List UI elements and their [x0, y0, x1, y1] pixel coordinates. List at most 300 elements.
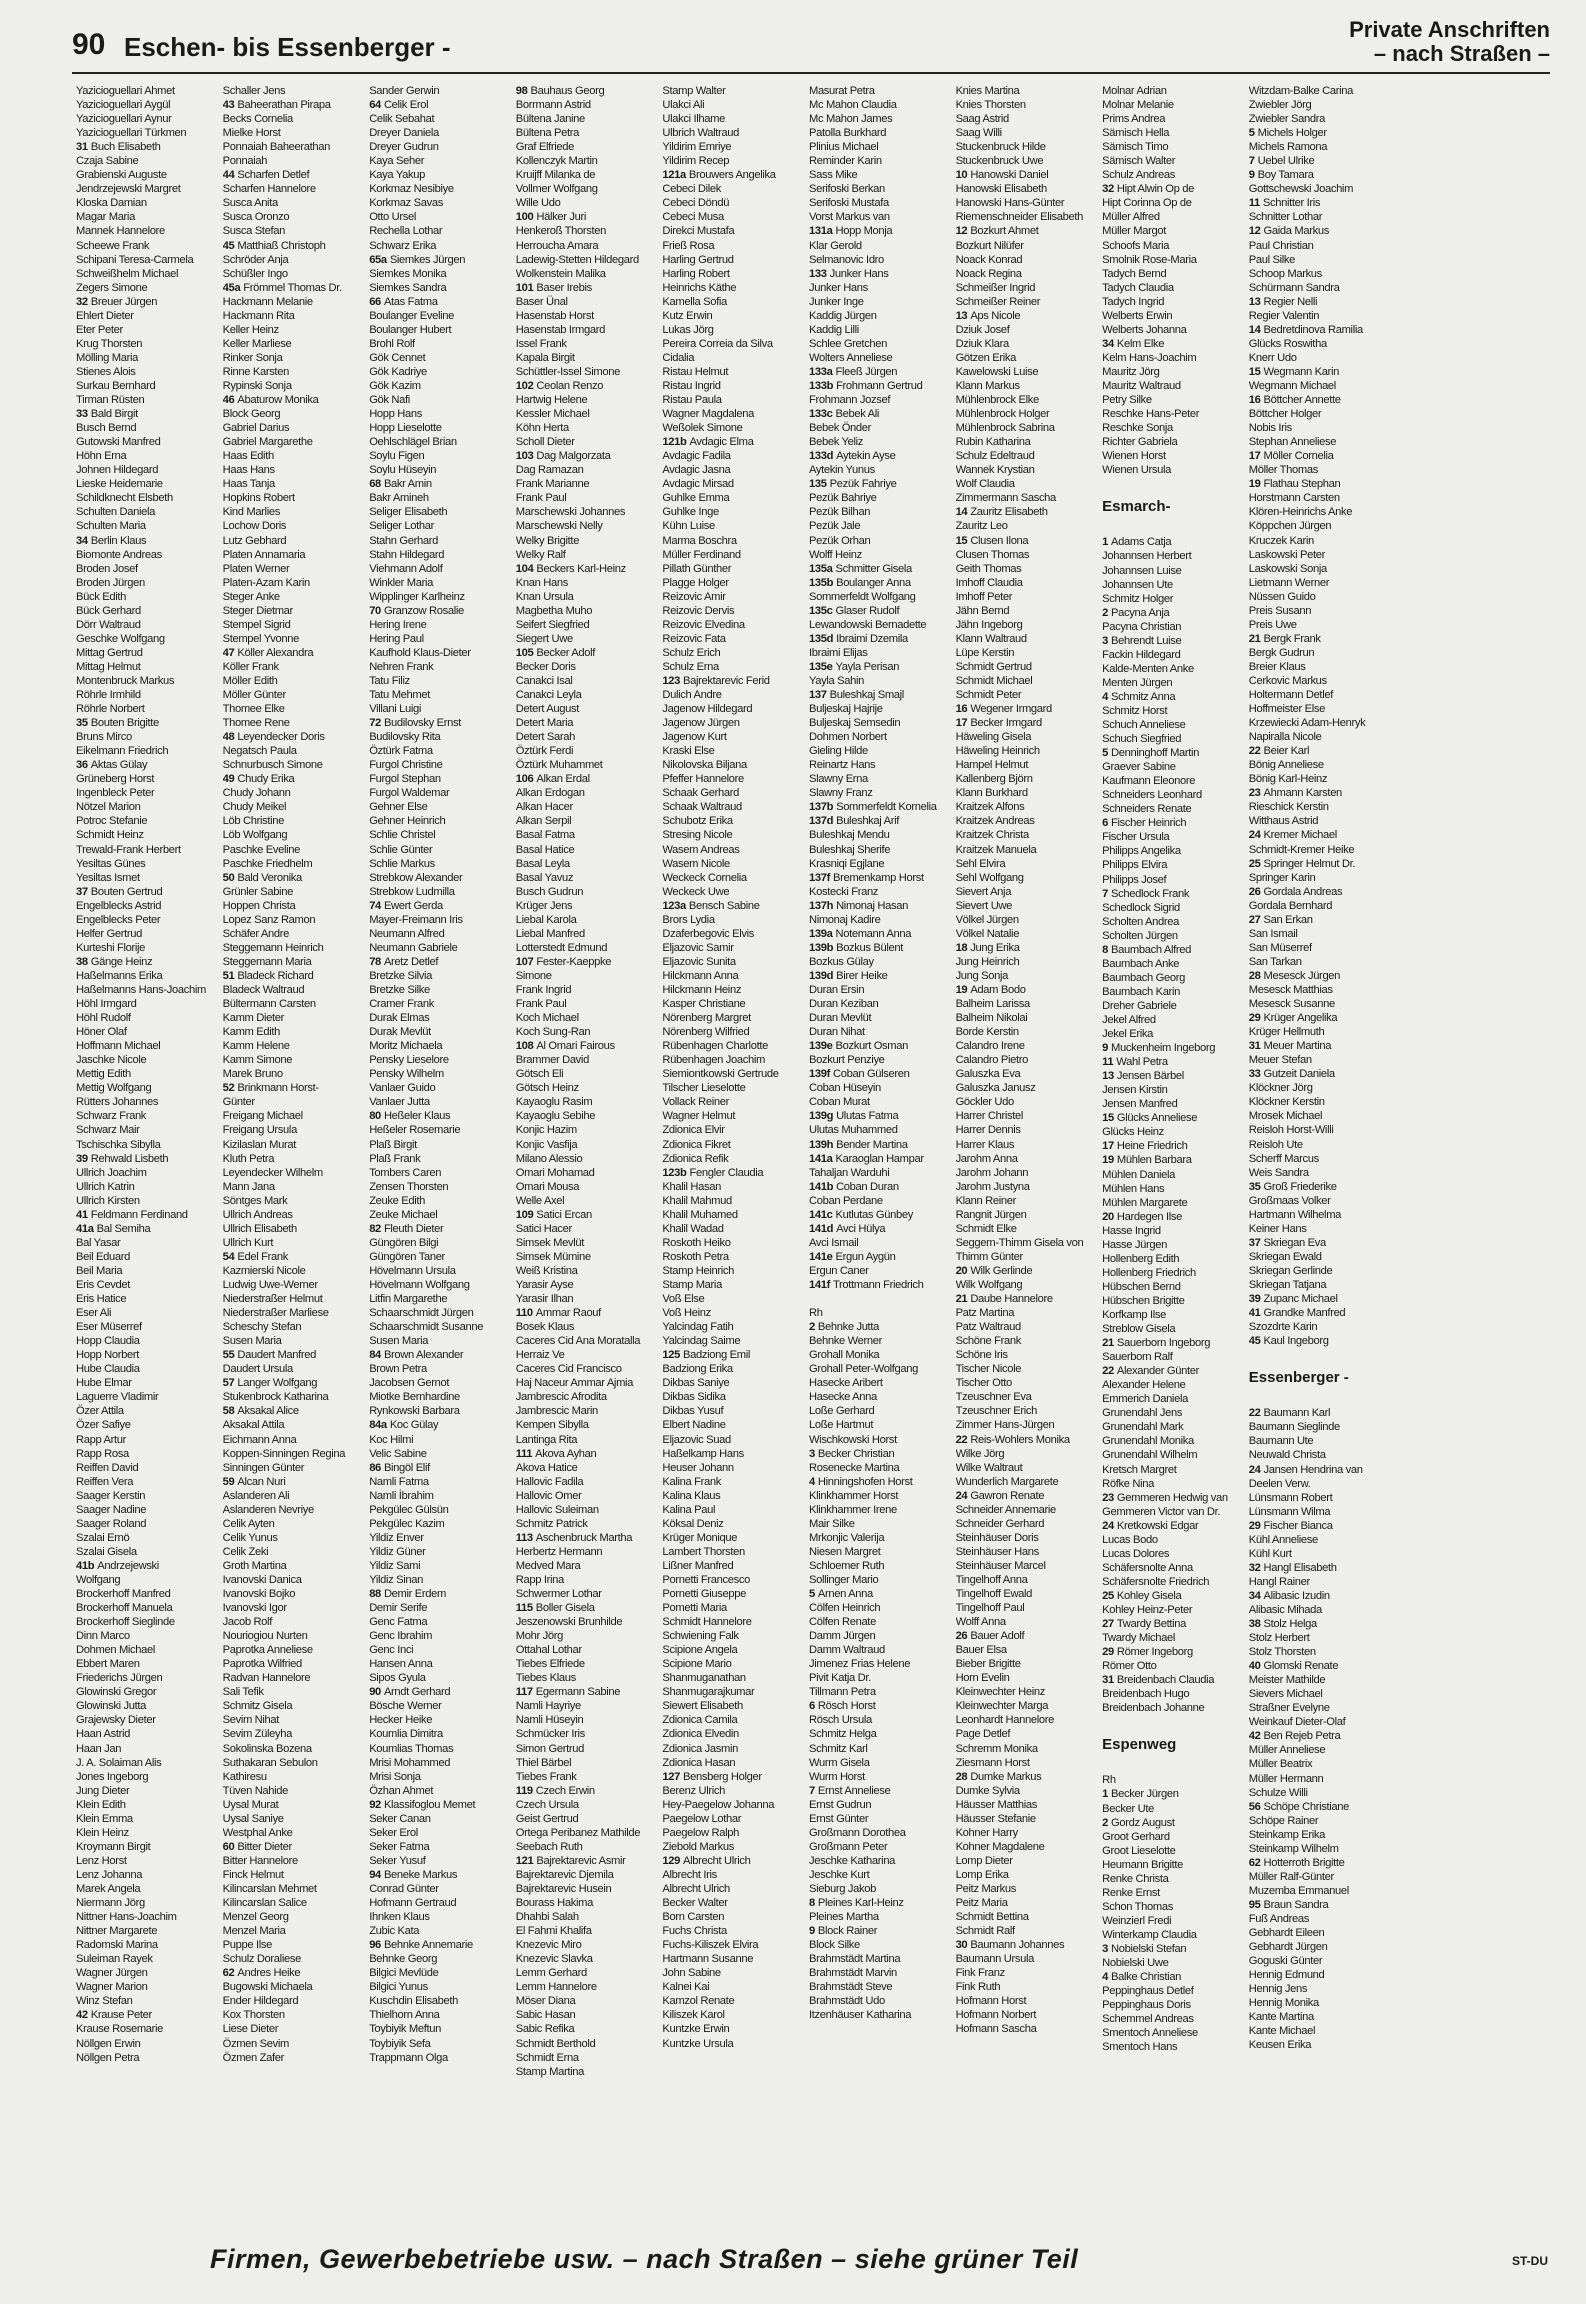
listing-entry: Kox Thorsten: [222, 2009, 285, 2022]
listing-entry: Plaß Birgit: [369, 1138, 417, 1151]
house-number: 20: [955, 1264, 968, 1277]
listing-entry: Ihnken Klaus: [369, 1911, 430, 1924]
listing-entry: Lenz Johanna: [76, 1868, 143, 1881]
house-number: 17: [955, 717, 968, 730]
listing-entry: Wolkenstein Malika: [515, 267, 606, 280]
listing-column: [369, 84, 516, 2234]
listing-entry: Hofmann Horst: [955, 1995, 1027, 2008]
listing-entry: Zensen Thorsten: [369, 1180, 449, 1193]
house-number: 35: [1248, 1180, 1261, 1193]
listing-entry: Kilincarslan Mehmet: [222, 1883, 317, 1895]
listing-entry: Serifoski Mustafa: [808, 197, 889, 210]
listing-entry: Großmaas Volker: [1248, 1194, 1331, 1207]
listing-entry: 133 Junker Hans: [808, 267, 889, 280]
listing-entry: 65a Siemkes Jürgen: [369, 253, 466, 266]
house-number: 34: [76, 534, 88, 547]
listing-entry: Zdionica Fikret: [662, 1138, 731, 1151]
listing-entry: Höhn Erna: [76, 450, 127, 463]
listing-entry: Dikbas Saniye: [662, 1377, 730, 1390]
listing-entry: Johannsen Ute: [1102, 578, 1173, 591]
listing-entry: Sievert Uwe: [955, 899, 1013, 912]
listing-entry: 121a Brouwers Angelika: [662, 169, 776, 182]
listing-entry: Paschke Friedhelm: [222, 857, 313, 870]
listing-entry: 141a Karaoglan Hampar: [808, 1152, 924, 1165]
listing-entry: Grüneberg Horst: [76, 773, 155, 786]
listing-entry: Mrosek Michael: [1248, 1110, 1323, 1123]
house-number: 21: [955, 1293, 968, 1306]
listing-entry: Öztürk Fatma: [369, 745, 433, 758]
listing-entry: Kayaoglu Rasim: [515, 1096, 593, 1109]
listing-entry: Haßelmanns Hans-Joachim: [76, 984, 206, 996]
listing-entry: Klein Emma: [76, 1812, 133, 1825]
listing-entry: 48 Leyendecker Doris: [222, 731, 325, 744]
listing-entry: Brahmstädt Steve: [808, 1981, 893, 1994]
listing-entry: Yildirim Emriye: [662, 141, 732, 154]
listing-entry: Jung Dieter: [76, 1784, 130, 1797]
listing-entry: Nöllgen Petra: [76, 2051, 140, 2064]
listing-entry: Brockerhoff Manuela: [76, 1602, 173, 1615]
listing-entry: Duran Keziban: [808, 998, 879, 1011]
listing-entry: Lotterstedt Edmund: [515, 941, 608, 954]
listing-entry: Mettig Edith: [76, 1068, 131, 1081]
listing-entry: Buljeskaj Semsedin: [808, 717, 901, 730]
listing-entry: Smentoch Hans: [1102, 2041, 1178, 2054]
listing-entry: Kleinwechter Marga: [955, 1700, 1049, 1713]
listing-entry: Preis Susann: [1248, 604, 1312, 617]
listing-entry: Zdionica Elvedin: [662, 1728, 739, 1741]
listing-entry: Bebek Yeliz: [808, 436, 863, 449]
house-number: 135c: [808, 604, 833, 617]
listing-entry: Smolnik Rose-Maria: [1102, 253, 1197, 266]
listing-entry: 141c Kutlutas Günbey: [808, 1208, 913, 1221]
house-number: 137d: [808, 815, 834, 828]
listing-entry: Hangl Rainer: [1248, 1575, 1310, 1588]
listing-entry: Yazicioguellari Aygül: [76, 99, 171, 112]
listing-entry: Marma Boschra: [662, 534, 737, 547]
listing-entry: Wasem Andreas: [662, 843, 740, 856]
listing-entry: Renke Christa: [1102, 1872, 1169, 1885]
listing-entry: Stahn Gerhard: [369, 534, 439, 547]
listing-entry: 35 Bouten Brigitte: [76, 717, 159, 730]
listing-entry: Magar Maria: [76, 211, 135, 224]
listing-entry: Molnar Melanie: [1102, 99, 1174, 112]
listing-entry: Großmann Peter: [808, 1840, 888, 1853]
house-number: 102: [515, 379, 534, 392]
listing-entry: Suthakaran Sebulon: [222, 1756, 318, 1769]
listing-entry: Koumlias Thomas: [369, 1742, 454, 1755]
house-number: 43: [222, 99, 235, 112]
listing-entry: Stienes Alois: [76, 365, 136, 378]
listing-entry: Genc Inci: [369, 1644, 414, 1657]
listing-entry: Eris Hatice: [76, 1293, 127, 1306]
listing-entry: Grunendahl Jens: [1102, 1407, 1183, 1420]
listing-entry: Wolters Anneliese: [808, 351, 893, 364]
listing-entry: Jensen Kirstin: [1102, 1084, 1168, 1097]
listing-entry: Page Detlef: [955, 1728, 1011, 1741]
listing-entry: Wolfgang: [76, 1573, 121, 1586]
listing-entry: Mesesck Matthias: [1248, 984, 1333, 996]
listing-entry: Seker Canan: [369, 1812, 431, 1825]
listing-entry: Caceres Cid Ana Moratalla: [515, 1335, 641, 1348]
listing-entry: Guhlke Emma: [662, 492, 730, 505]
listing-entry: Bönig Karl-Heinz: [1248, 773, 1328, 786]
listing-entry: Heßeler Rosemarie: [369, 1124, 461, 1137]
listing-entry: Uysal Saniye: [222, 1812, 284, 1825]
listing-entry: Gieling Hilde: [808, 745, 868, 758]
house-number: 78: [369, 955, 381, 968]
listing-entry: San Müserref: [1248, 941, 1312, 954]
listing-entry: Wipplinger Karlheinz: [369, 590, 465, 603]
listing-entry: Fuchs Christa: [662, 1925, 727, 1938]
house-number: 19: [1102, 1154, 1114, 1167]
listing-entry: Bück Gerhard: [76, 604, 141, 617]
listing-entry: Krause Rosemarie: [76, 2023, 164, 2036]
listing-entry: Trewald-Frank Herbert: [76, 843, 181, 856]
listing-entry: Hallovic Suleiman: [515, 1503, 599, 1516]
house-number: 133c: [808, 408, 833, 421]
house-number: 13: [1248, 295, 1261, 308]
house-number: 133a: [808, 365, 833, 378]
listing-entry: Sabic Refika: [515, 2023, 575, 2036]
listing-entry: Johannsen Luise: [1102, 564, 1182, 577]
listing-entry: Coban Perdane: [808, 1194, 883, 1207]
listing-entry: Patolla Burkhard: [808, 127, 887, 140]
listing-entry: Slawny Franz: [808, 787, 873, 800]
listing-entry: 26 Gordala Andreas: [1248, 885, 1343, 898]
listing-entry: Fink Franz: [955, 1967, 1005, 1980]
listing-entry: Hey-Paegelow Johanna: [662, 1798, 775, 1811]
house-number: 139a: [808, 927, 833, 940]
listing-entry: Harling Gertrud: [662, 253, 734, 266]
listing-entry: Hövelmann Ursula: [369, 1264, 456, 1277]
listing-entry: Preis Uwe: [1248, 618, 1297, 631]
listing-entry: 127 Bensberg Holger: [662, 1770, 762, 1783]
listing-entry: Schöne Frank: [955, 1335, 1022, 1348]
listing-entry: Höhl Irmgard: [76, 998, 137, 1011]
listing-entry: Celik Sebahat: [369, 113, 435, 126]
listing-entry: Eichmann Anna: [222, 1433, 297, 1446]
listing-entry: Paegelow Ralph: [662, 1826, 739, 1839]
listing-entry: 54 Edel Frank: [222, 1250, 288, 1263]
listing-entry: 15 Clusen Ilona: [955, 534, 1029, 547]
listing-entry: Hopp Lieselotte: [369, 422, 442, 435]
house-number: 34: [1248, 1589, 1261, 1602]
listing-entry: Völkel Natalie: [955, 927, 1020, 940]
listing-entry: Yazicioguellari Ahmet: [76, 85, 175, 97]
listing-entry: 39 Zupanc Michael: [1248, 1293, 1338, 1306]
listing-entry: 46 Abaturow Monika: [222, 394, 319, 407]
house-number: 4: [1102, 690, 1109, 703]
house-number: 58: [222, 1405, 235, 1418]
listing-entry: Stresing Nicole: [662, 829, 733, 842]
listing-entry: Tahaljan Warduhi: [808, 1166, 890, 1179]
listing-entry: Klein Edith: [76, 1798, 126, 1811]
listing-entry: Nittner Hans-Joachim: [76, 1911, 177, 1924]
listing-entry: Chudy Meikel: [222, 801, 287, 814]
listing-entry: Bergk Gudrun: [1248, 646, 1315, 659]
listing-entry: Klören-Heinrichs Anke: [1248, 506, 1353, 519]
house-number: 13: [955, 309, 968, 322]
listing-entry: 105 Becker Adolf: [515, 646, 596, 659]
listing-entry: Mühlenbrock Holger: [955, 408, 1050, 421]
listing-entry: [1102, 521, 1249, 535]
listing-entry: Negatsch Paula: [222, 745, 297, 758]
listing-entry: Nikolovska Biljana: [662, 759, 747, 772]
listing-entry: 64 Celik Erol: [369, 99, 429, 112]
listing-entry: Stempel Sigrid: [222, 618, 291, 631]
listing-entry: Mauritz Waltraud: [1102, 379, 1181, 392]
listing-entry: Wolff Anna: [955, 1616, 1006, 1629]
listing-entry: 26 Bauer Adolf: [955, 1630, 1025, 1643]
listing-entry: Ristau Ingrid: [662, 379, 721, 392]
listing-entry: Nittner Margarete: [76, 1925, 158, 1938]
listing-entry: Bozkurt Penziye: [808, 1054, 885, 1067]
listing-entry: 55 Daudert Manfred: [222, 1349, 317, 1362]
listing-entry: Herbertz Hermann: [515, 1545, 603, 1558]
listing-entry: 45 Matthiaß Christoph: [222, 239, 326, 252]
listing-entry: Özer Safiye: [76, 1419, 131, 1432]
listing-entry: 82 Fleuth Dieter: [369, 1222, 444, 1235]
listing-entry: Brockerhoff Sieglinde: [76, 1616, 175, 1629]
listing-entry: 108 Al Omari Fairous: [515, 1040, 615, 1053]
listing-entry: Kawelowski Luise: [955, 365, 1039, 378]
listing-column: [1102, 84, 1249, 2234]
listing-entry: Göckler Udo: [955, 1096, 1014, 1109]
listing-entry: Möser Diana: [515, 1995, 576, 2008]
house-number: 41a: [76, 1222, 94, 1235]
listing-entry: Dohmen Michael: [76, 1644, 156, 1657]
listing-entry: 13 Aps Nicole: [955, 309, 1021, 322]
listing-entry: Genc Ibrahim: [369, 1630, 433, 1643]
listing-entry: Schmitz Karl: [808, 1742, 868, 1755]
listing-entry: 62 Andres Heike: [222, 1967, 301, 1980]
listing-entry: Goguski Günter: [1248, 1955, 1323, 1968]
listing-entry: Zdionica Elvir: [662, 1124, 725, 1137]
listing-entry: Tombers Caren: [369, 1166, 442, 1179]
listing-entry: Zeuke Michael: [369, 1208, 438, 1221]
listing-entry: 141f Trottmann Friedrich: [808, 1278, 924, 1291]
listing-entry: Mühlen Daniela: [1102, 1168, 1175, 1181]
listing-entry: 7 Ernst Anneliese: [808, 1784, 891, 1797]
listing-entry: Pekgülec Kazim: [369, 1517, 445, 1530]
listing-entry: Roskoth Heiko: [662, 1236, 731, 1249]
listing-entry: Dag Ramazan: [515, 464, 584, 477]
listing-entry: Häweling Heinrich: [955, 745, 1040, 758]
listing-entry: Rubin Katharina: [955, 436, 1031, 449]
listing-entry: Pezük Bilhan: [808, 506, 871, 519]
listing-entry: Sämisch Walter: [1102, 155, 1176, 168]
listing-entry: Grunendahl Wilhelm: [1102, 1449, 1198, 1462]
listing-entry: Schmitz Horst: [1102, 704, 1168, 717]
house-number: 139h: [808, 1138, 834, 1151]
listing-entry: Fischer Ursula: [1102, 831, 1170, 844]
listing-entry: 32 Hangl Elisabeth: [1248, 1561, 1337, 1574]
listing-entry: Puppe Ilse: [222, 1939, 272, 1952]
house-number: 16: [1248, 394, 1261, 407]
listing-entry: Harrer Christel: [955, 1110, 1024, 1123]
listing-entry: Konjic Hazim: [515, 1124, 577, 1137]
listing-entry: Simsek Mümine: [515, 1250, 591, 1263]
listing-entry: Steinkamp Erika: [1248, 1828, 1325, 1841]
listing-entry: 137f Bremenkamp Horst: [808, 871, 924, 884]
listing-entry: Namli Hayriye: [515, 1700, 581, 1713]
listing-entry: Kruczek Karin: [1248, 534, 1314, 547]
listing-entry: Stukenbrock Katharina: [222, 1391, 329, 1404]
house-number: 127: [662, 1770, 680, 1783]
house-number: 135a: [808, 562, 833, 575]
listing-entry: Kohner Magdalene: [955, 1840, 1045, 1853]
listing-entry: Susca Anita: [222, 197, 278, 210]
listing-column: [956, 84, 1103, 2234]
listing-entry: Molnar Adrian: [1102, 85, 1167, 97]
house-number: 135: [808, 478, 827, 491]
house-number: 51: [222, 969, 235, 982]
listing-entry: Behnke Werner: [808, 1335, 882, 1348]
house-number: 86: [369, 1461, 381, 1474]
listing-entry: Kraitzek Manuela: [955, 843, 1037, 856]
house-number: 115: [515, 1602, 533, 1615]
house-number: 121b: [662, 436, 687, 449]
listing-entry: Oehlschlägel Brian: [369, 436, 457, 449]
listing-entry: Stephan Anneliese: [1248, 436, 1337, 449]
listing-entry: Yildiz Enver: [369, 1531, 424, 1544]
listing-entry: Heuser Johann: [662, 1461, 734, 1474]
listing-entry: Yesiltas Günes: [76, 857, 146, 870]
listing-entry: Simsek Mevlüt: [515, 1236, 584, 1249]
listing-entry: Bück Edith: [76, 590, 126, 603]
house-number: 1: [1102, 536, 1109, 549]
listing-entry: 135c Glaser Rudolf: [808, 604, 900, 617]
listing-entry: Zegers Simone: [76, 281, 148, 294]
house-number: 31: [76, 141, 88, 154]
listing-entry: 41b Andrzejewski: [76, 1559, 159, 1572]
header-rule: [72, 72, 1550, 74]
house-number: 64: [369, 99, 381, 112]
listing-entry: Sali Tefik: [222, 1686, 264, 1699]
listing-entry: Klann Burkhard: [955, 787, 1028, 800]
house-number: 72: [369, 717, 381, 730]
listing-entry: Scherff Marcus: [1248, 1152, 1319, 1165]
listing-entry: Schmidt Berthold: [515, 2037, 596, 2050]
listing-entry: Kind Marlies: [222, 506, 280, 519]
listing-entry: 4 Hinningshofen Horst: [808, 1475, 913, 1488]
listing-entry: Keusen Erika: [1248, 2039, 1312, 2052]
house-number: 22: [1102, 1365, 1114, 1378]
listing-entry: Dörr Waltraud: [76, 618, 141, 631]
listing-entry: Balheim Larissa: [955, 998, 1030, 1011]
listing-entry: Nobielski Uwe: [1102, 1957, 1169, 1970]
listing-entry: Sieburg Jakob: [808, 1883, 876, 1895]
listing-entry: Özmen Zafer: [222, 2051, 285, 2064]
listing-entry: Tadych Bernd: [1102, 267, 1167, 280]
listing-entry: Voß Else: [662, 1293, 705, 1306]
house-number: 139e: [808, 1040, 833, 1053]
listing-entry: Welky Brigitte: [515, 534, 580, 547]
listing-entry: Kizilaslan Murat: [222, 1138, 296, 1151]
listing-entry: Suleiman Rayek: [76, 1953, 153, 1966]
listing-entry: 102 Ceolan Renzo: [515, 379, 604, 392]
listing-entry: 38 Gänge Heinz: [76, 955, 153, 968]
listing-entry: Aytekin Yunus: [808, 464, 875, 477]
listing-entry: Kamm Dieter: [222, 1012, 285, 1025]
listing-entry: Namli Hüseyin: [515, 1714, 584, 1727]
listing-entry: Rapp Rosa: [76, 1447, 129, 1460]
house-number: 137: [808, 689, 827, 702]
listing-entry: Korfkamp Ilse: [1102, 1308, 1166, 1321]
listing-entry: 37 Bouten Gertrud: [76, 885, 163, 898]
house-number: 123b: [662, 1166, 687, 1179]
listing-entry: Hanowski Hans-Günter: [955, 197, 1065, 210]
listing-entry: Demir Serife: [369, 1602, 428, 1615]
house-number: 9: [808, 1925, 815, 1938]
house-number: 29: [1248, 1519, 1261, 1532]
listing-entry: Grunendahl Mark: [1102, 1421, 1184, 1434]
listing-entry: Groot Lieselotte: [1102, 1844, 1176, 1857]
listing-entry: Gabriel Margarethe: [222, 436, 313, 449]
listing-entry: Gök Cennet: [369, 351, 426, 364]
listing-entry: Steggemann Maria: [222, 955, 312, 968]
listing-entry: Hartwig Helene: [515, 394, 588, 407]
listing-entry: Haj Naceur Ammar Ajmia: [515, 1377, 634, 1390]
listing-entry: 20 Hardegen Ilse: [1102, 1210, 1183, 1223]
house-number: 38: [1248, 1618, 1261, 1631]
house-number: 14: [1248, 323, 1261, 336]
listing-entry: Özhan Ahmet: [369, 1784, 434, 1797]
listing-entry: Seker Erol: [369, 1826, 418, 1839]
listing-entry: Ebbert Maren: [76, 1658, 140, 1671]
listing-entry: Alexander Helene: [1102, 1379, 1186, 1392]
listing-entry: Hopkins Robert: [222, 492, 295, 505]
house-number: 14: [955, 506, 968, 519]
listing-entry: Kraitzek Christa: [955, 829, 1029, 842]
listing-entry: Götzen Erika: [955, 351, 1017, 364]
listing-entry: Stamp Maria: [662, 1278, 722, 1291]
listing-entry: 5 Michels Holger: [1248, 127, 1327, 140]
listing-entry: Reschke Sonja: [1102, 422, 1173, 435]
listing-entry: Wegmann Michael: [1248, 379, 1336, 392]
listing-entry: Scholten Jürgen: [1102, 929, 1178, 942]
listing-entry: Hallovic Fadila: [515, 1475, 584, 1488]
listing-entry: Liebal Karola: [515, 913, 577, 926]
listing-entry: Tirman Rüsten: [76, 394, 145, 407]
listing-entry: Guhlke Inge: [662, 506, 719, 519]
house-number: 24: [1248, 829, 1261, 842]
listing-entry: 34 Berlin Klaus: [76, 534, 147, 547]
listing-entry: Avci Ismail: [808, 1236, 859, 1249]
listing-entry: Gordala Bernhard: [1248, 899, 1333, 912]
listing-entry: 84a Koc Gülay: [369, 1419, 439, 1432]
listing-entry: 5 Arnen Anna: [808, 1588, 873, 1601]
listing-entry: 56 Schöpe Christiane: [1248, 1800, 1349, 1813]
house-number: 16: [955, 703, 968, 716]
house-number: 5: [1102, 747, 1109, 760]
listing-entry: Detert Sarah: [515, 731, 576, 744]
listing-entry: Schipani Teresa-Carmela: [76, 253, 194, 266]
listing-entry: Balheim Nikolai: [955, 1012, 1028, 1025]
listing-entry: 2 Gordz August: [1102, 1816, 1175, 1829]
listing-entry: Haas Tanja: [222, 478, 275, 491]
listing-entry: San Ismail: [1248, 927, 1298, 940]
listing-entry: Ortega Peribanez Mathilde: [515, 1826, 641, 1839]
listing-entry: 11 Wahl Petra: [1102, 1056, 1168, 1069]
listing-entry: Mielke Horst: [222, 127, 281, 140]
listing-entry: Shanmugarajkumar: [662, 1686, 755, 1699]
listing-entry: Hasecke Anna: [808, 1391, 877, 1404]
listing-entry: 19 Mühlen Barbara: [1102, 1154, 1192, 1167]
listing-entry: Hasenstab Horst: [515, 309, 594, 322]
listing-entry: Baumbach Anke: [1102, 957, 1180, 970]
listing-entry: 139e Bozkurt Osman: [808, 1040, 909, 1053]
